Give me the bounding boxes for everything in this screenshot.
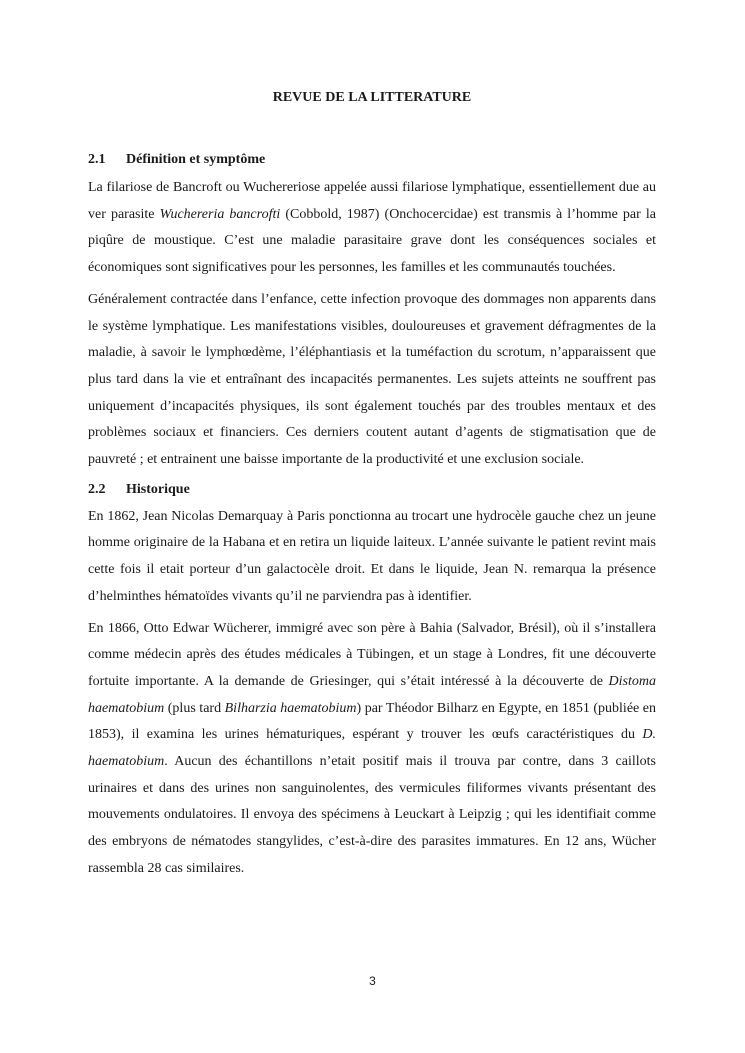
section-heading-definition bbox=[88, 151, 656, 169]
text-run: La filariose de Bancroft ou Wuchereriose appelée aussi filariose lymphatique, essentiellement due au ver parasite bbox=[88, 180, 656, 222]
text-run: ) par Théodor Bilharz en Egypte, en 1851 (publiée en 1853), il examina les urines hématuriques, espérant y trouver les œufs caractéristiques du bbox=[88, 700, 657, 743]
paragraph-definition-1 bbox=[88, 175, 656, 282]
species-name: Bilharzia haematobium bbox=[224, 700, 357, 716]
paragraph-historique-2 bbox=[88, 616, 656, 883]
section-title: Définition et symptôme bbox=[126, 152, 266, 167]
section-title: Historique bbox=[126, 481, 190, 497]
text-run: (plus tard bbox=[164, 700, 225, 716]
document-page bbox=[88, 0, 656, 883]
text-run: (Cobbold, 1987) (Onchocercidae) est transmis à l’homme par la piqûre de moustique. C’est une maladie parasitaire grave dont les conséquences sociales et économiques sont significatives pour les personnes, les familles et les communautés touchées. bbox=[88, 206, 656, 276]
species-name: D. haematobium bbox=[88, 727, 656, 770]
text-run: . Aucun des échantillons n’etait positif mais il trouva par contre, dans 3 caillots urinaires et dans des urines non sanguinolentes, des vermicules filiformes vivants présentant des mouvements ondulatoires. Il envoya des spécimens à Leuckart à Leipzig ; qui les identifiait comme des embryons de nématodes stangylides, c’est-à-dire des parasites immatures. En 12 ans, Wücher rassembla 28 cas similaires. bbox=[88, 754, 656, 876]
species-name: Wuchereria bancrofti bbox=[159, 206, 281, 222]
section-number: 2.2 bbox=[88, 481, 106, 497]
text-run: En 1866, Otto Edwar Wücherer, immigré avec son père à Bahia (Salvador, Brésil), où il s’installera comme médecin après des études médicales à Tübingen, et un stage à Londres, fit une découverte fortuite importante. A la demande de Griesinger, qui s’était intéressé à la découverte de bbox=[88, 620, 656, 689]
species-name: Distoma haematobium bbox=[88, 673, 656, 716]
section-number: 2.1 bbox=[88, 152, 106, 167]
paragraph-historique-1: En 1862, Jean Nicolas Demarquay à Paris ponctionna au trocart une hydrocèle gauche chez un jeune homme originaire de la Habana et en retira un liquide laiteux. L’année suivante le patient revint mais cette fois il etait porteur d’un galactocèle droit. Et dans le liquide, Jean N. remarqua la présence d’helminthes hématoïdes vivants qu’il ne parviendra pas à identifier. bbox=[88, 508, 656, 604]
paragraph-definition-2: Généralement contractée dans l’enfance, cette infection provoque des dommages non apparents dans le système lymphatique. Les manifestations visibles, douloureuses et gravement défragmentes de la maladie, à savoir le lymphœdème, l’éléphantiasis et la tuméfaction du scrotum, n’apparaissent que plus tard dans la vie et entraînant des incapacités permanentes. Les sujets atteints ne souffrent pas uniquement d’incapacités physiques, ils sont également touchés par des troubles mentaux et des problèmes sociaux et financiers. Ces derniers coutent autant d’agents de stigmatisation que de pauvreté ; et entrainent une baisse importante de la productivité et une exclusion sociale. bbox=[88, 291, 656, 468]
section-heading-historique bbox=[88, 481, 656, 499]
chapter-title: REVUE DE LA LITTERATURE bbox=[272, 90, 472, 105]
page-number: 3 bbox=[369, 974, 376, 988]
